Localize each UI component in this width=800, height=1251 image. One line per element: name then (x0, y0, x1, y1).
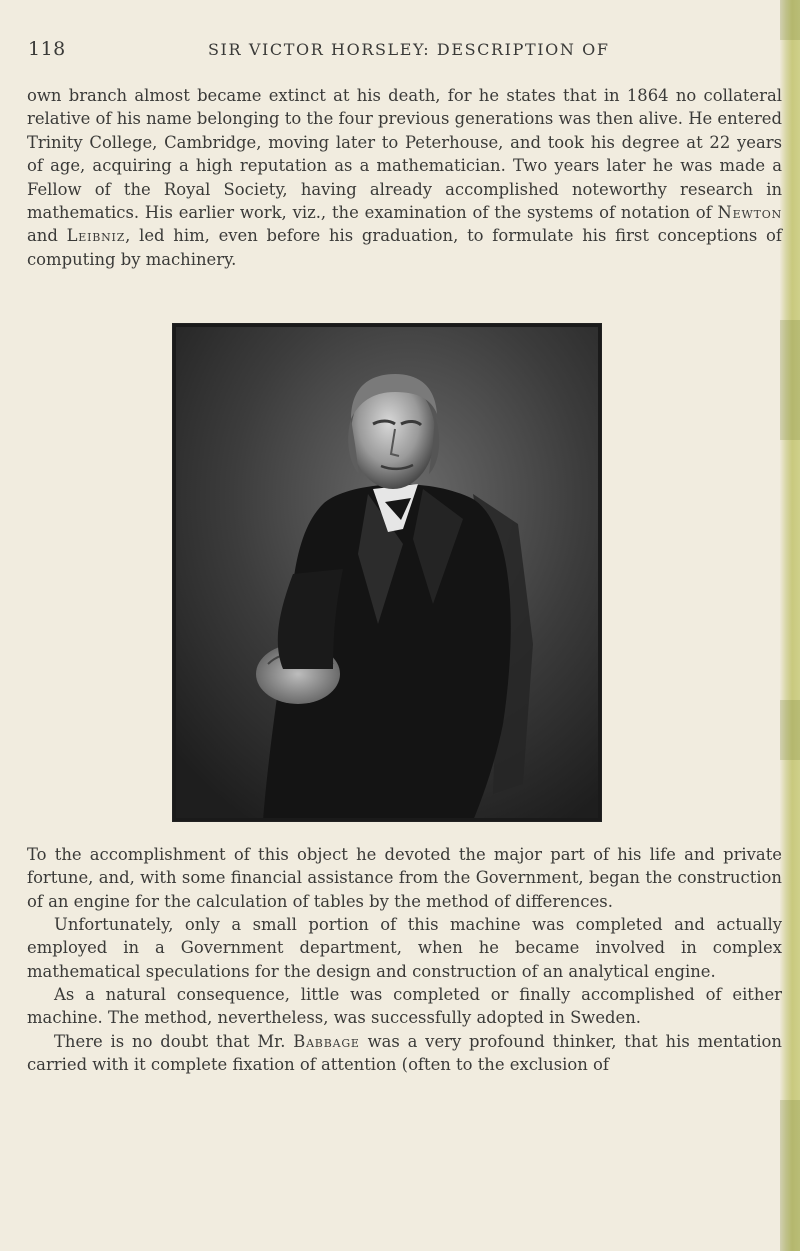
paragraph-1: own branch almost became extinct at his death, for he states that in 1864 no collateral relative of his name belonging to the four previous generations was then alive. He entered Trinity College, Cambridge, moving later to Peterhouse, and took his degree at 22 years of age, acquiring a high reputation as a mathematician. Two years later he was made a Fellow of the Royal Society, having already accomplished noteworthy research in mathematics. His earlier work, viz., the examination of the systems of notation of Newton and Leibniz, led him, even before his graduation, to formulate his first conceptions of computing by machinery. (27, 86, 782, 269)
paragraph-3: Unfortunately, only a small portion of this machine was completed and actually employed in a Government department, when he became involved in complex mathematical speculations for the design and construction of an analytical engine. (27, 915, 782, 981)
name-leibniz: Leibniz (66, 226, 126, 246)
paragraph-5: There is no doubt that Mr. Babbage was a very profound thinker, that his mentation carried with it complete fixation of attention (often to the exclusion of (27, 1032, 782, 1075)
paragraph-2: To the accomplishment of this object he devoted the major part of his life and private fortune, and, with some financial assistance from the Government, began the construction of an engine for the calculation of tables by the method of differences. (27, 845, 782, 911)
page-number: 118 (28, 38, 66, 60)
running-title: SIR VICTOR HORSLEY: DESCRIPTION OF (208, 40, 610, 59)
page-edge (780, 0, 800, 1251)
name-newton: Newton (717, 203, 782, 223)
name-babbage: Babbage (293, 1032, 360, 1051)
portrait-photograph (172, 323, 602, 822)
running-head (28, 38, 788, 62)
paragraph-4: As a natural consequence, little was completed or finally accomplished of either machine. The method, nevertheless, was successfully adopted in Sweden. (27, 985, 782, 1028)
